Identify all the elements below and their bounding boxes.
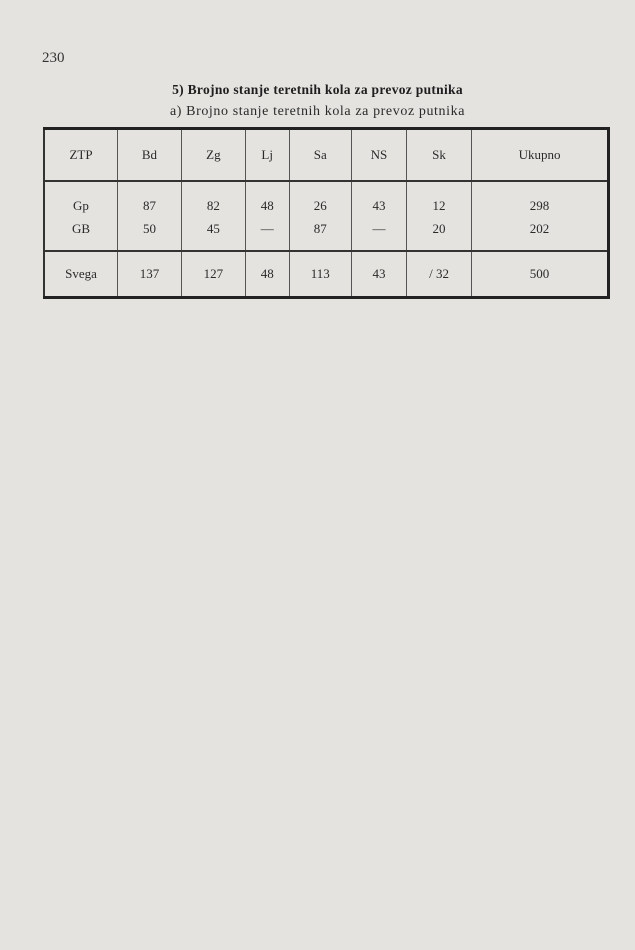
total-cell: / 32 bbox=[406, 251, 471, 298]
header-cell: NS bbox=[352, 129, 407, 182]
row-label-cell: Gp bbox=[73, 197, 89, 213]
header-cell: Zg bbox=[181, 129, 245, 182]
table-cell: 48 bbox=[245, 181, 289, 217]
header-cell: Ukupno bbox=[472, 129, 609, 182]
total-cell: 127 bbox=[181, 251, 245, 298]
total-cell: 500 bbox=[472, 251, 609, 298]
table-cell: 82 bbox=[181, 181, 245, 217]
total-cell: 43 bbox=[352, 251, 407, 298]
table-cell: 12 bbox=[406, 181, 471, 217]
total-cell: 48 bbox=[245, 251, 289, 298]
header-cell: ZTP bbox=[44, 129, 118, 182]
table-caption: a) Brojno stanje teretnih kola za prevoz putnika bbox=[169, 104, 466, 119]
table-cell: 298 bbox=[472, 181, 609, 217]
table-cell: 87 bbox=[118, 181, 182, 217]
table-row bbox=[44, 217, 609, 251]
table-cell: 26 bbox=[289, 181, 351, 217]
table-cell: 20 bbox=[406, 217, 471, 251]
table-cell: — bbox=[352, 217, 407, 251]
total-label-cell: Svega bbox=[65, 266, 97, 281]
total-row bbox=[44, 251, 609, 298]
header-cell: Sk bbox=[406, 129, 471, 182]
header-cell: Bd bbox=[118, 129, 182, 182]
freight-wagons-table bbox=[43, 127, 610, 299]
header-cell: Lj bbox=[245, 129, 289, 182]
table-cell: 43 bbox=[352, 181, 407, 217]
header-cell: Sa bbox=[289, 129, 351, 182]
page-number: 230 bbox=[42, 50, 65, 66]
total-cell: 137 bbox=[118, 251, 182, 298]
table-cell: 50 bbox=[118, 217, 182, 251]
table-cell: 45 bbox=[181, 217, 245, 251]
table-cell: — bbox=[245, 217, 289, 251]
total-cell: 113 bbox=[289, 251, 351, 298]
table-cell: 87 bbox=[289, 217, 351, 251]
table-row bbox=[44, 181, 609, 217]
table-header-row bbox=[44, 129, 609, 182]
row-label-cell: GB bbox=[44, 217, 118, 251]
section-heading: 5) Brojno stanje teretnih kola za prevoz putnika bbox=[172, 82, 463, 97]
table-cell: 202 bbox=[472, 217, 609, 251]
